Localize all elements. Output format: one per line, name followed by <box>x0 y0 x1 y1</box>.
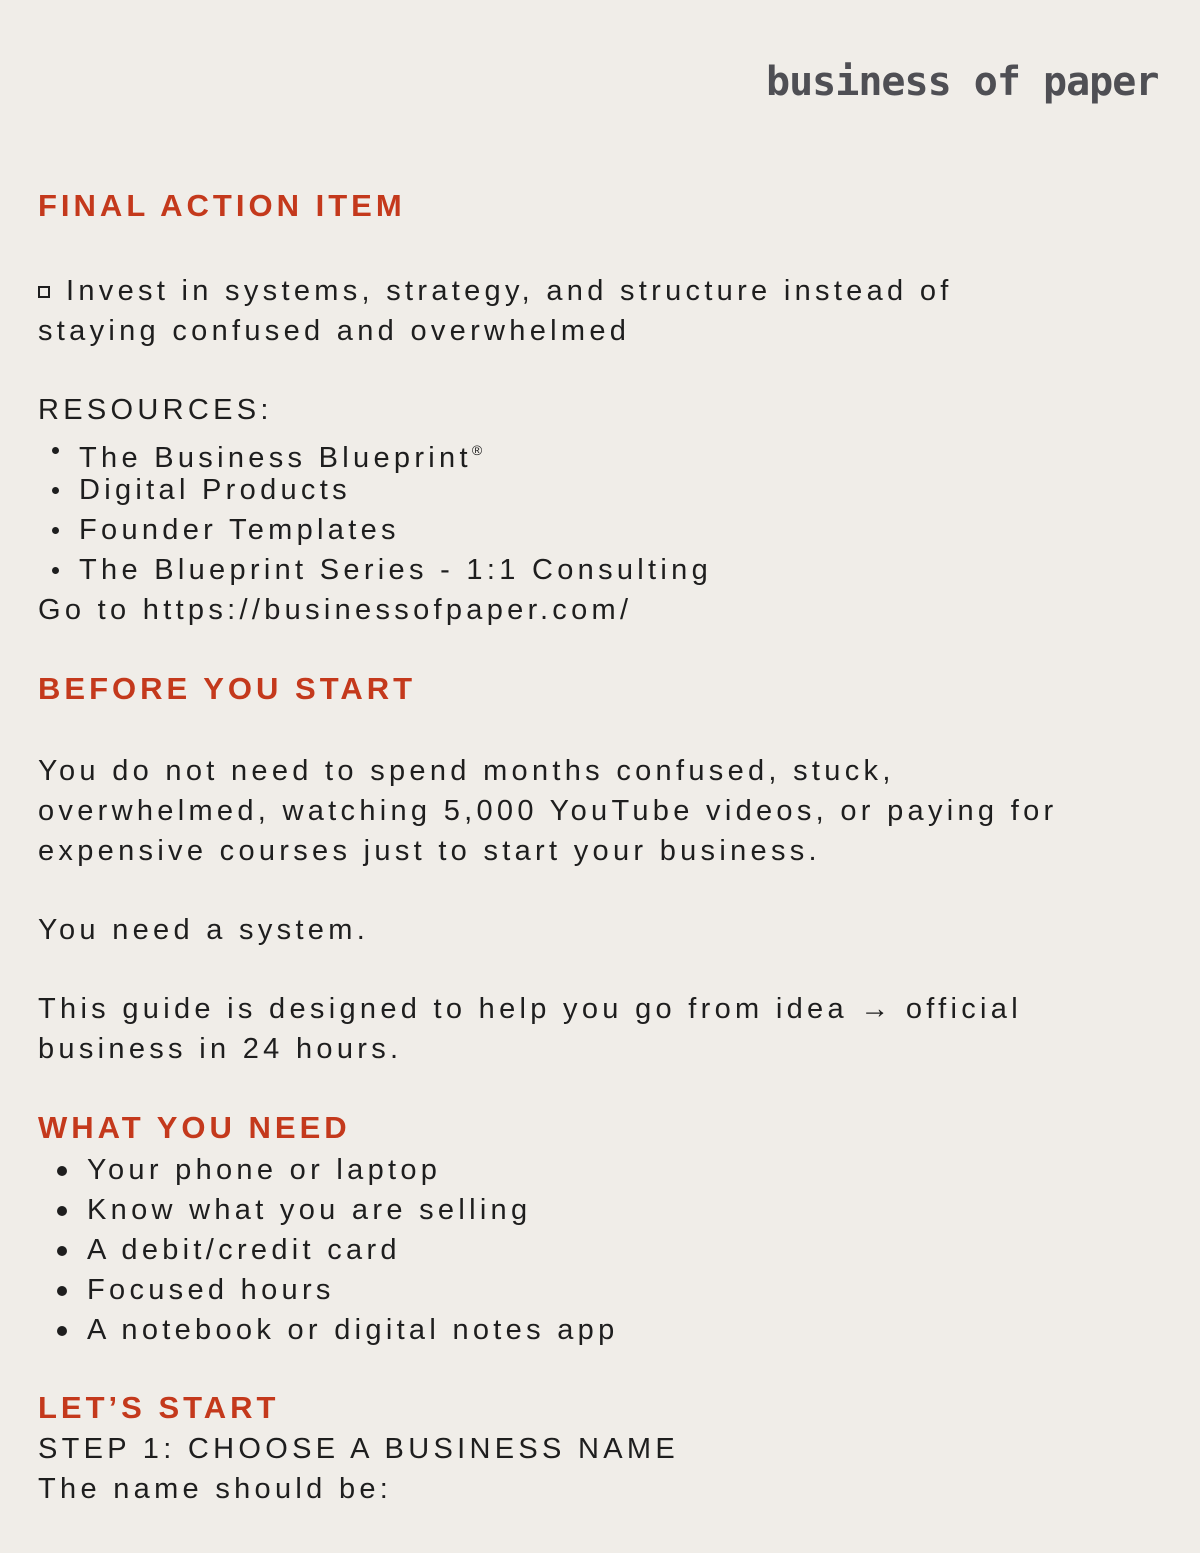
para-line: expensive courses just to start your business. <box>38 835 821 867</box>
before-you-start-heading: BEFORE YOU START <box>38 671 417 706</box>
para-line: You do not need to spend months confused, stuck, <box>38 755 895 787</box>
list-item-text: Your phone or laptop <box>87 1154 442 1186</box>
list-item <box>38 1310 1178 1350</box>
before-you-start-para1 <box>38 751 1178 871</box>
bullet-icon <box>52 447 59 454</box>
brand-logo: business of paper <box>766 59 1159 105</box>
step-title: STEP 1: CHOOSE A BUSINESS NAME <box>38 1433 679 1465</box>
checkbox-icon[interactable] <box>38 286 50 298</box>
list-item <box>38 1190 1178 1230</box>
list-item-text: Know what you are selling <box>87 1194 532 1226</box>
what-you-need-section <box>38 1150 1178 1350</box>
what-you-need-heading: WHAT YOU NEED <box>38 1110 351 1145</box>
para-line: This guide is designed to help you go from idea → official <box>38 993 1022 1025</box>
lets-start-section <box>38 1429 1178 1509</box>
resources-item-text: The Blueprint Series - 1:1 Consulting <box>79 554 713 586</box>
resources-section <box>38 390 1178 630</box>
para-line: business in 24 hours. <box>38 1033 403 1065</box>
bullet-icon <box>57 1206 67 1216</box>
list-item-text: A debit/credit card <box>87 1234 401 1266</box>
bullet-icon <box>52 567 59 574</box>
bullet-icon <box>57 1246 67 1256</box>
registered-mark: ® <box>471 442 483 458</box>
bullet-icon <box>57 1326 67 1336</box>
list-item-text: Focused hours <box>87 1274 335 1306</box>
resources-item-text: The Business Blueprint <box>79 442 472 474</box>
bullet-icon <box>52 487 59 494</box>
resources-item <box>38 430 1178 474</box>
final-action-item <box>38 271 1178 351</box>
step-subtitle: The name should be: <box>38 1473 393 1505</box>
bullet-icon <box>57 1286 67 1296</box>
para-line: overwhelmed, watching 5,000 YouTube videos, or paying for <box>38 795 1058 827</box>
resources-item-text: Founder Templates <box>79 514 400 546</box>
before-you-start-para2 <box>38 910 1178 950</box>
resources-label: RESOURCES: <box>38 394 273 426</box>
resources-list <box>38 430 1178 590</box>
what-you-need-list <box>38 1150 1178 1350</box>
list-item <box>38 1230 1178 1270</box>
resources-goto-link[interactable]: Go to https://businessofpaper.com/ <box>38 594 633 626</box>
resources-item <box>38 470 1178 510</box>
before-you-start-para3 <box>38 989 1178 1069</box>
bullet-icon <box>57 1166 67 1176</box>
resources-item <box>38 550 1178 590</box>
bullet-icon <box>52 527 59 534</box>
lets-start-heading: LET’S START <box>38 1390 280 1425</box>
final-action-item-line1: Invest in systems, strategy, and structure instead of <box>66 275 953 307</box>
list-item <box>38 1270 1178 1310</box>
list-item-text: A notebook or digital notes app <box>87 1314 619 1346</box>
resources-item <box>38 510 1178 550</box>
list-item <box>38 1150 1178 1190</box>
resources-item-text: Digital Products <box>79 474 351 506</box>
final-action-item-line2: staying confused and overwhelmed <box>38 315 631 347</box>
final-action-heading: FINAL ACTION ITEM <box>38 188 406 223</box>
para-line: You need a system. <box>38 914 370 946</box>
